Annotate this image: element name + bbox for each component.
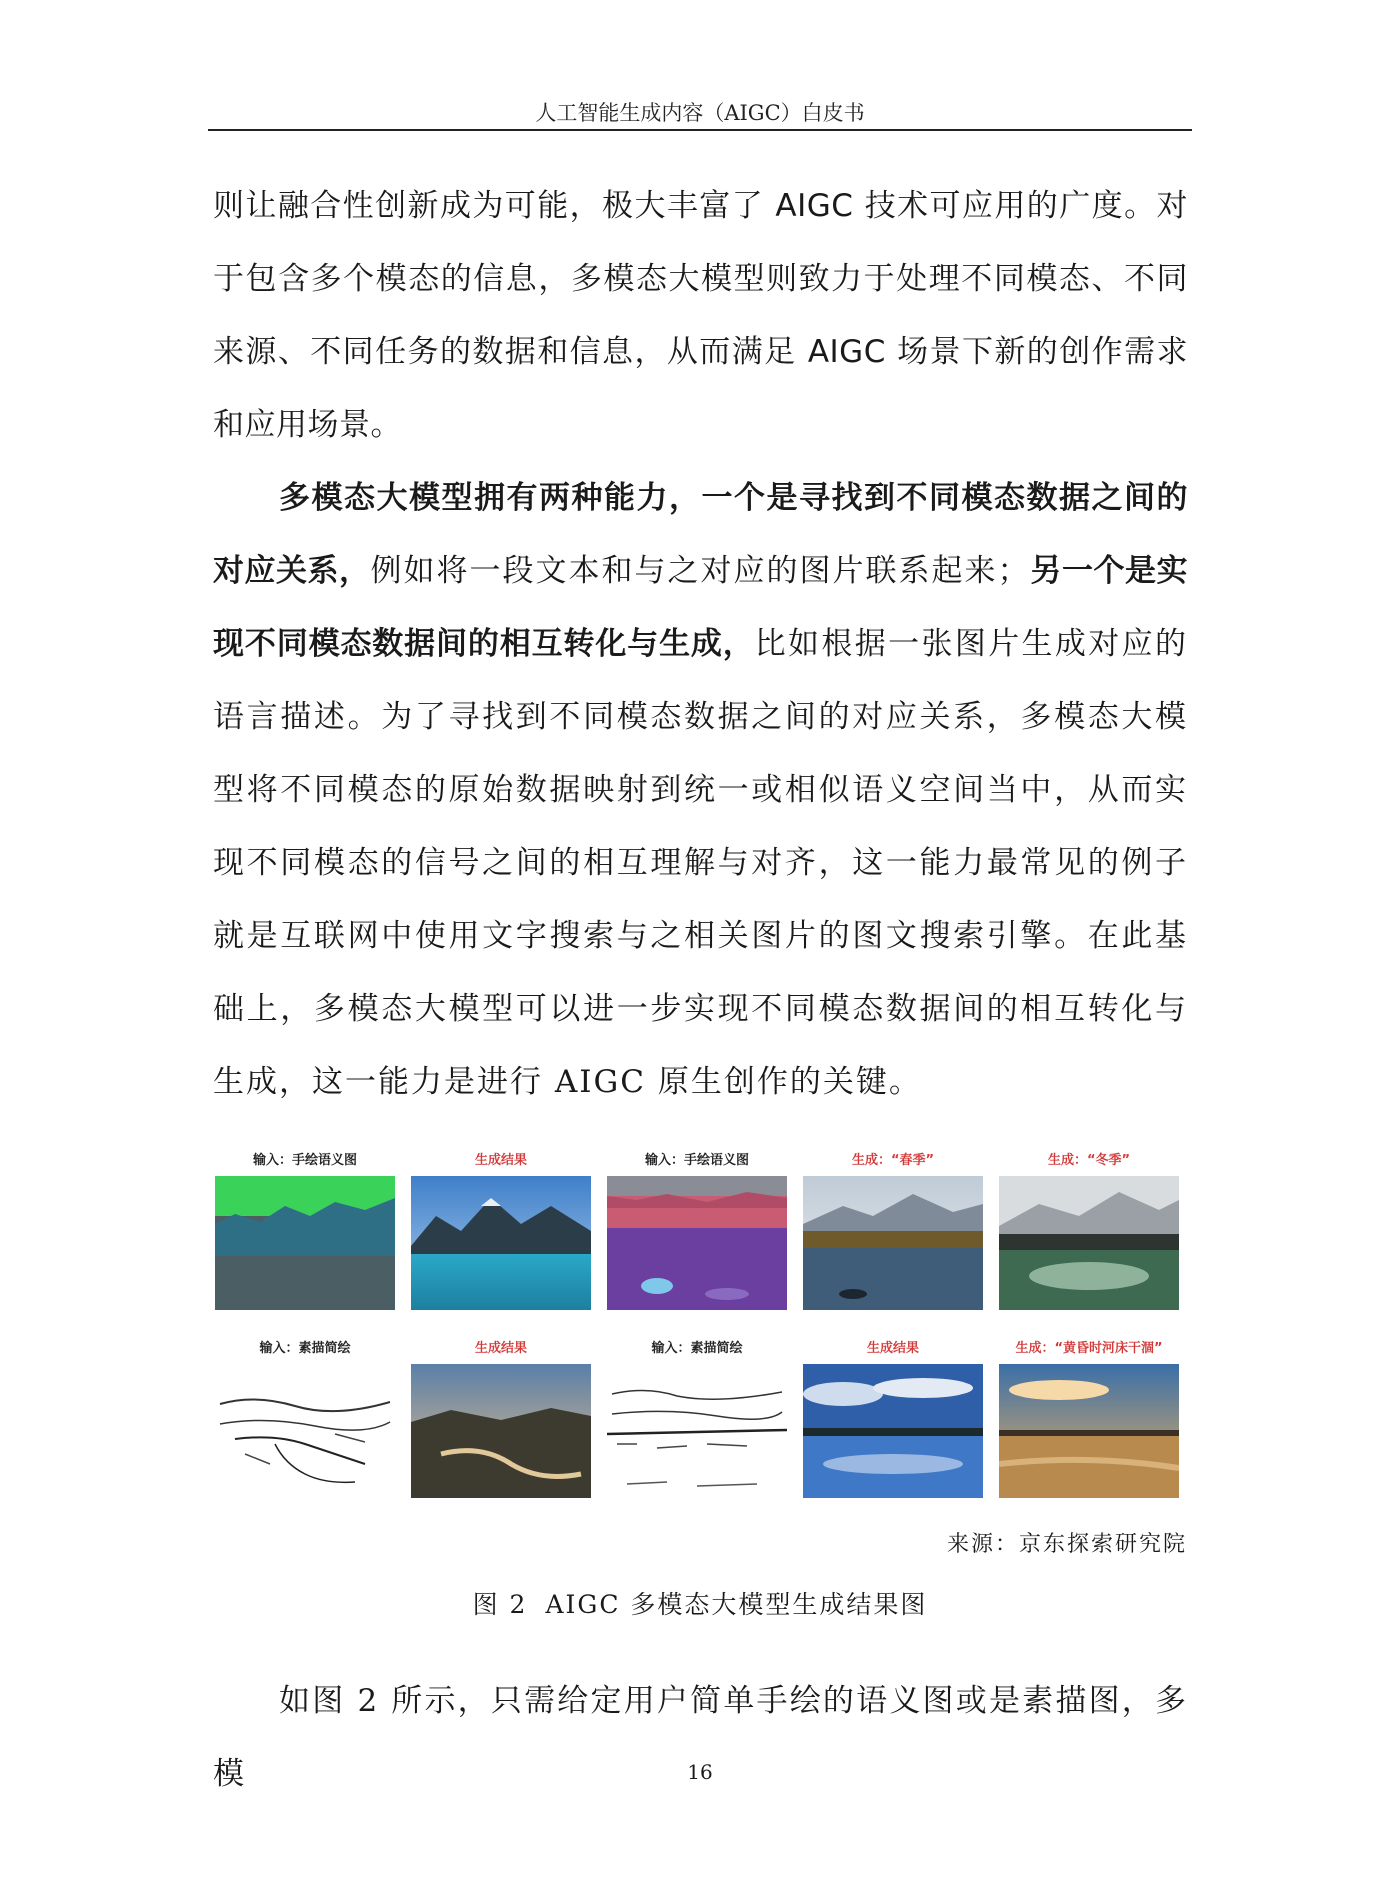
generated-dusk-image — [999, 1364, 1179, 1498]
figure-label: 生成：“春季” — [851, 1153, 935, 1168]
body-text — [213, 170, 1188, 1119]
figure-cell-dusk — [999, 1338, 1179, 1498]
body-text-continued — [213, 1665, 1188, 1811]
sketch-image — [607, 1364, 787, 1498]
paragraph-2-bold-1: 多模态大模型拥有两种能力，一个是寻找到不同模态数据之间的对应关系， — [213, 480, 1188, 589]
figure-label: 生成结果 — [474, 1341, 527, 1356]
figure-label: 生成：“黄昏时河床干涸” — [1015, 1341, 1163, 1356]
paragraph-3: 如图 2 所示，只需给定用户简单手绘的语义图或是素描图，多模 — [213, 1683, 1188, 1792]
semantic-map-image — [215, 1176, 395, 1310]
generated-cloudy-lake-image — [803, 1364, 983, 1498]
figure-caption-text: AIGC 多模态大模型生成结果图 — [545, 1590, 928, 1619]
figure-label: 输入：素描简绘 — [259, 1341, 351, 1356]
paragraph-2 — [213, 462, 1188, 1119]
figure-cell-result-2 — [411, 1338, 591, 1498]
paragraph-2-bold-2: 另一个是实现不同模态数据间的相互转化与生成， — [213, 553, 1188, 662]
figure-label: 生成结果 — [866, 1341, 919, 1356]
paragraph-1: 则让融合性创新成为可能，极大丰富了 AIGC 技术可应用的广度。对于包含多个模态的信息，多模态大模型则致力于处理不同模态、不同来源、不同任务的数据和信息，从而满足 AIGC 场景下新的创作需求和应用场景。 — [213, 188, 1188, 443]
figure-label: 生成：“冬季” — [1047, 1153, 1131, 1168]
figure-label: 输入：手绘语义图 — [252, 1153, 357, 1168]
figure-caption — [208, 1585, 1192, 1621]
paragraph-2-normal-2: 比如根据一张图片生成对应的语言描述。为了寻找到不同模态数据之间的对应关系，多模态大模型将不同模态的原始数据映射到统一或相似语义空间当中，从而实现不同模态的信号之间的相互理解与对齐，这一能力最常见的例子就是互联网中使用文字搜索与之相关图片的图文搜索引擎。在此基础上，多模态大模型可以进一步实现不同模态数据间的相互转化与生成，这一能力是进行 AIGC 原生创作的关键。 — [213, 626, 1188, 1100]
generated-spring-image — [803, 1176, 983, 1310]
figure-cell-semantic-1 — [215, 1150, 395, 1310]
figure-cell-sketch-2 — [607, 1338, 787, 1498]
paragraph-2-normal-1: 例如将一段文本和与之对应的图片联系起来； — [370, 553, 1031, 589]
figure-cell-sketch-1 — [215, 1338, 395, 1498]
figure-cell-semantic-2 — [607, 1150, 787, 1310]
figure-cell-result-1 — [411, 1150, 591, 1310]
figure-label: 输入：素描简绘 — [651, 1341, 743, 1356]
running-header: 人工智能生成内容（AIGC）白皮书 — [535, 101, 865, 125]
figure-label: 输入：手绘语义图 — [644, 1153, 749, 1168]
figure-label: 生成结果 — [474, 1153, 527, 1168]
figure-2 — [211, 1150, 1191, 1520]
figure-cell-winter — [999, 1150, 1179, 1310]
generated-valley-image — [411, 1364, 591, 1498]
semantic-map-image — [607, 1176, 787, 1310]
generated-lake-image — [411, 1176, 591, 1310]
figure-cell-result-3 — [803, 1338, 983, 1498]
page-number: 16 — [687, 1760, 713, 1784]
sketch-image — [215, 1364, 395, 1498]
figure-cell-spring — [803, 1150, 983, 1310]
figure-caption-number: 图 2 — [472, 1590, 528, 1619]
generated-winter-image — [999, 1176, 1179, 1310]
figure-source: 来源：京东探索研究院 — [946, 1532, 1187, 1557]
header-rule — [208, 129, 1192, 131]
